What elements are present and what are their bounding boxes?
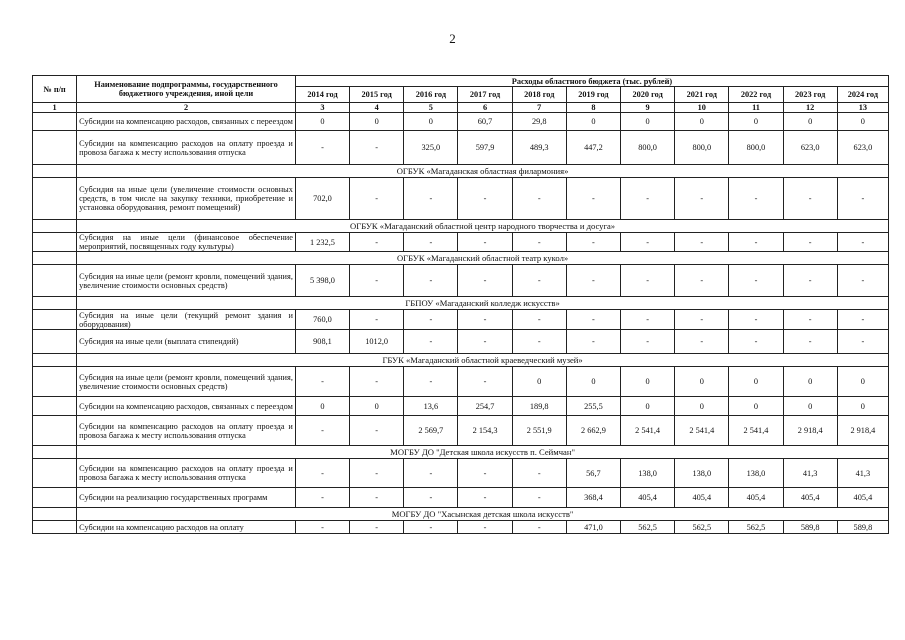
row-value: - [675,310,729,330]
row-value: 2 569,7 [404,416,458,446]
table-row [33,131,889,165]
row-value: 56,7 [566,459,620,488]
row-value: - [621,330,675,354]
row-value: - [404,330,458,354]
row-value: 405,4 [837,488,888,508]
row-value: - [512,310,566,330]
row-value: 0 [295,397,349,416]
column-number: 6 [458,103,512,113]
row-value: - [404,367,458,397]
row-value: - [295,367,349,397]
header-num: № п/п [33,76,77,103]
row-value: 2 154,3 [458,416,512,446]
row-value: 447,2 [566,131,620,165]
row-value: - [458,521,512,534]
row-value: 0 [350,397,404,416]
row-value: 589,8 [837,521,888,534]
row-value: 0 [675,397,729,416]
row-name: Субсидии на реализацию государственных программ [77,488,296,508]
row-value: - [675,330,729,354]
row-value: - [295,459,349,488]
row-value: 2 918,4 [837,416,888,446]
row-value: 41,3 [837,459,888,488]
row-value: - [512,265,566,297]
header-year: 2021 год [675,87,729,103]
table-body [33,113,889,534]
row-value: - [404,521,458,534]
column-number: 4 [350,103,404,113]
header-year: 2018 год [512,87,566,103]
row-number-cell [33,330,77,354]
row-value: 623,0 [783,131,837,165]
section-row [33,354,889,367]
row-name: Субсидии на компенсацию расходов на оплату [77,521,296,534]
row-value: - [458,233,512,252]
row-number-cell [33,113,77,131]
column-number: 8 [566,103,620,113]
table-row [33,367,889,397]
row-value: 60,7 [458,113,512,131]
row-value: 2 918,4 [783,416,837,446]
row-value: 760,0 [295,310,349,330]
row-value: 0 [350,113,404,131]
row-value: 2 541,4 [675,416,729,446]
table-row [33,488,889,508]
row-value: - [621,178,675,220]
row-value: 0 [404,113,458,131]
column-number: 5 [404,103,458,113]
row-value: 702,0 [295,178,349,220]
row-value: 562,5 [729,521,783,534]
row-value: 0 [783,397,837,416]
row-value: - [675,178,729,220]
table-row [33,265,889,297]
column-number: 3 [295,103,349,113]
row-value: 2 541,4 [621,416,675,446]
row-value: - [350,416,404,446]
row-number-cell [33,310,77,330]
row-name: Субсидии на компенсацию расходов на оплату проезда и провоза багажа к месту использования отпуска [77,131,296,165]
row-value: - [295,416,349,446]
row-name: Субсидия на иные цели (увеличение стоимости основных средств, в том числе на закупку техники, приобретение и установка оборудования, ремонт помещений) [77,178,296,220]
row-value: 0 [675,113,729,131]
row-value: 0 [295,113,349,131]
header-year: 2020 год [621,87,675,103]
column-number: 11 [729,103,783,113]
row-value: - [675,233,729,252]
row-value: - [350,310,404,330]
row-value: - [837,310,888,330]
section-row [33,220,889,233]
row-name: Субсидии на компенсацию расходов, связанных с переездом [77,113,296,131]
row-value: - [458,265,512,297]
row-value: - [404,178,458,220]
row-value: - [404,488,458,508]
row-value: - [566,330,620,354]
header-year: 2017 год [458,87,512,103]
row-value: 138,0 [729,459,783,488]
header-year: 2015 год [350,87,404,103]
row-value: - [512,459,566,488]
header-year: 2014 год [295,87,349,103]
row-value: - [621,233,675,252]
header-row-top [33,76,889,87]
row-value: 405,4 [729,488,783,508]
row-value: 254,7 [458,397,512,416]
row-value: - [458,310,512,330]
row-value: 0 [729,397,783,416]
row-value: - [729,330,783,354]
row-value: - [512,488,566,508]
row-value: - [566,265,620,297]
row-value: 5 398,0 [295,265,349,297]
row-value: - [783,310,837,330]
row-value: 255,5 [566,397,620,416]
column-number: 1 [33,103,77,113]
column-number: 13 [837,103,888,113]
row-value: - [350,265,404,297]
section-title: ОГБУК «Магаданский областной центр народного творчества и досуга» [77,220,889,233]
row-value: 405,4 [675,488,729,508]
row-number-cell [33,354,77,367]
row-value: 800,0 [675,131,729,165]
row-value: 0 [837,397,888,416]
row-number-cell [33,459,77,488]
row-value: - [404,233,458,252]
row-value: - [350,367,404,397]
row-name: Субсидия на иные цели (ремонт кровли, помещений здания, увеличение стоимости основных средств) [77,265,296,297]
table-row [33,330,889,354]
row-value: - [566,178,620,220]
table-row [33,521,889,534]
row-value: - [512,233,566,252]
row-value: 13,6 [404,397,458,416]
row-number-cell [33,446,77,459]
row-value: - [404,265,458,297]
section-row [33,297,889,310]
row-value: - [512,521,566,534]
section-title: ГБУК «Магаданский областной краеведческий музей» [77,354,889,367]
row-value: 0 [566,367,620,397]
row-value: 489,3 [512,131,566,165]
row-value: 800,0 [729,131,783,165]
row-value: 597,9 [458,131,512,165]
row-value: - [350,131,404,165]
section-row [33,165,889,178]
row-value: - [350,178,404,220]
section-row [33,252,889,265]
row-name: Субсидия на иные цели (текущий ремонт здания и оборудования) [77,310,296,330]
row-value: - [295,131,349,165]
row-number-cell [33,252,77,265]
row-name: Субсидии на компенсацию расходов на оплату проезда и провоза багажа к месту использования отпуска [77,459,296,488]
column-number: 2 [77,103,296,113]
row-name: Субсидия на иные цели (финансовое обеспечение мероприятий, посвященных году культуры) [77,233,296,252]
row-value: - [404,310,458,330]
row-value: 0 [837,113,888,131]
row-value: - [458,178,512,220]
column-number: 9 [621,103,675,113]
header-year: 2016 год [404,87,458,103]
row-value: 562,5 [675,521,729,534]
row-value: 2 551,9 [512,416,566,446]
page-number: 2 [449,31,456,46]
row-value: 29,8 [512,113,566,131]
row-value: 0 [729,367,783,397]
section-title: ОГБУК «Магаданский областной театр кукол» [77,252,889,265]
row-value: 0 [783,367,837,397]
header-year: 2024 год [837,87,888,103]
row-number-cell [33,397,77,416]
row-value: - [458,330,512,354]
row-value: 41,3 [783,459,837,488]
row-value: 0 [729,113,783,131]
row-value: - [512,330,566,354]
row-value: 562,5 [621,521,675,534]
section-row [33,446,889,459]
row-value: 471,0 [566,521,620,534]
row-value: - [350,459,404,488]
row-value: - [783,330,837,354]
column-number: 7 [512,103,566,113]
row-value: - [295,521,349,534]
header-year: 2022 год [729,87,783,103]
row-number-cell [33,220,77,233]
row-value: - [458,367,512,397]
row-value: - [621,265,675,297]
table-row [33,178,889,220]
row-value: 0 [621,367,675,397]
row-value: - [621,310,675,330]
row-value: 0 [621,397,675,416]
row-value: - [837,178,888,220]
row-name: Субсидии на компенсацию расходов, связанных с переездом [77,397,296,416]
row-number-cell [33,178,77,220]
row-value: - [729,265,783,297]
row-value: - [837,233,888,252]
section-title: МОГБУ ДО "Хасынская детская школа искусств" [77,508,889,521]
row-value: 0 [512,367,566,397]
row-value: 623,0 [837,131,888,165]
row-value: - [458,488,512,508]
header-year: 2019 год [566,87,620,103]
row-number-cell [33,521,77,534]
column-number: 10 [675,103,729,113]
row-value: - [458,459,512,488]
table-row [33,416,889,446]
row-value: - [512,178,566,220]
column-number: 12 [783,103,837,113]
row-value: 0 [837,367,888,397]
budget-table [32,75,889,534]
row-value: 2 662,9 [566,416,620,446]
column-number-row [33,103,889,113]
row-value: 138,0 [621,459,675,488]
row-number-cell [33,297,77,310]
row-value: 0 [783,113,837,131]
row-value: - [295,488,349,508]
row-value: - [350,521,404,534]
row-number-cell [33,367,77,397]
table-row [33,113,889,131]
row-value: 405,4 [621,488,675,508]
header-name: Наименование подпрограммы, государственного бюджетного учреждения, иной цели [77,76,296,103]
row-value: - [783,233,837,252]
row-value: 325,0 [404,131,458,165]
header-year: 2023 год [783,87,837,103]
row-value: 0 [566,113,620,131]
row-value: - [783,265,837,297]
section-row [33,508,889,521]
row-value: - [783,178,837,220]
row-value: 2 541,4 [729,416,783,446]
row-value: 800,0 [621,131,675,165]
row-number-cell [33,131,77,165]
row-name: Субсидия на иные цели (выплата стипендий) [77,330,296,354]
row-value: 908,1 [295,330,349,354]
table-row [33,310,889,330]
section-title: ОГБУК «Магаданская областная филармония» [77,165,889,178]
row-value: - [404,459,458,488]
row-name: Субсидии на компенсацию расходов на оплату проезда и провоза багажа к месту использования отпуска [77,416,296,446]
row-number-cell [33,265,77,297]
row-value: 138,0 [675,459,729,488]
table-row [33,233,889,252]
row-value: 189,8 [512,397,566,416]
row-value: - [837,265,888,297]
table-row [33,459,889,488]
row-value: - [729,310,783,330]
row-value: - [566,310,620,330]
row-number-cell [33,508,77,521]
row-value: - [837,330,888,354]
row-value: - [350,488,404,508]
row-number-cell [33,488,77,508]
row-value: 1 232,5 [295,233,349,252]
section-title: МОГБУ ДО "Детская школа искусств п. Сеймчан" [77,446,889,459]
row-number-cell [33,416,77,446]
row-value: 1012,0 [350,330,404,354]
row-value: - [350,233,404,252]
header-expenses: Расходы областного бюджета (тыс. рублей) [295,76,888,87]
table-row [33,397,889,416]
row-value: 0 [675,367,729,397]
row-value: 405,4 [783,488,837,508]
row-name: Субсидия на иные цели (ремонт кровли, помещений здания, увеличение стоимости основных средств) [77,367,296,397]
row-value: 0 [621,113,675,131]
row-value: - [566,233,620,252]
row-value: 589,8 [783,521,837,534]
row-number-cell [33,165,77,178]
row-value: - [675,265,729,297]
row-number-cell [33,233,77,252]
row-value: - [729,178,783,220]
section-title: ГБПОУ «Магаданский колледж искусств» [77,297,889,310]
row-value: - [729,233,783,252]
row-value: 368,4 [566,488,620,508]
